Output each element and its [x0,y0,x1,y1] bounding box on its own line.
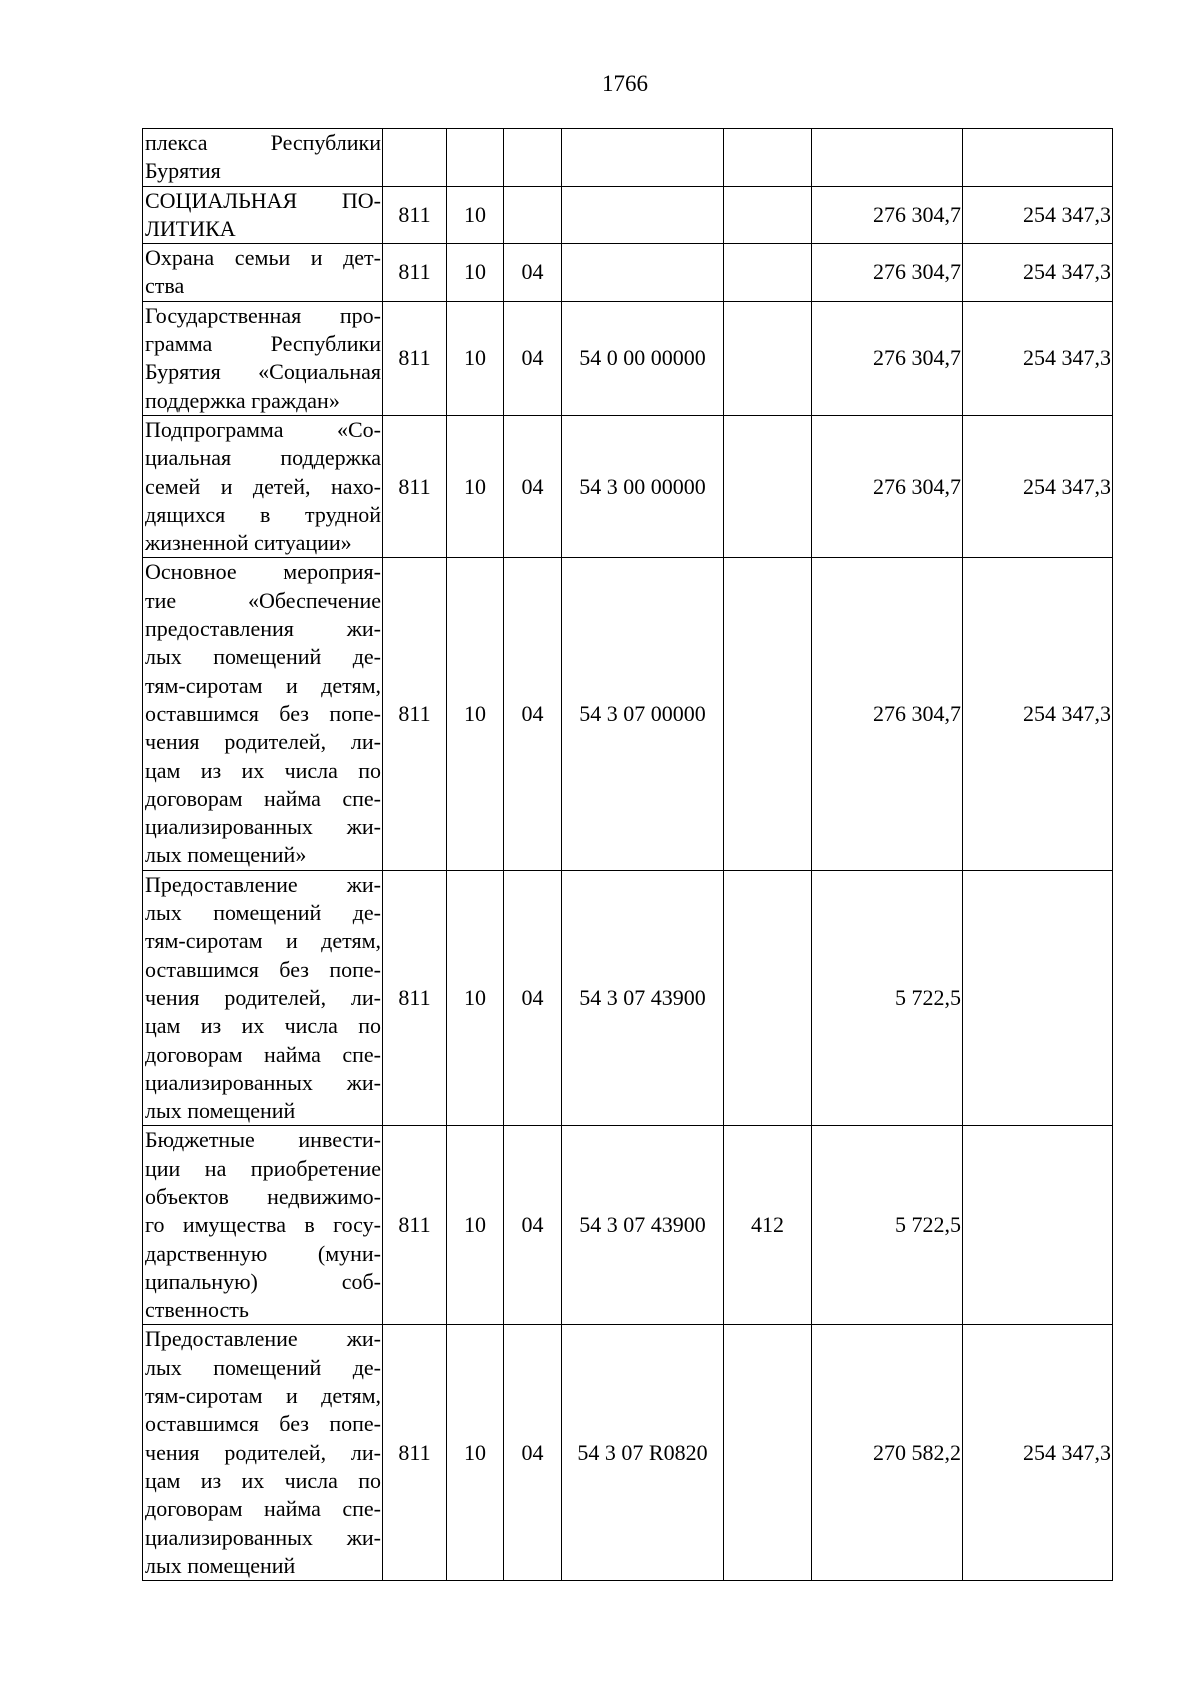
name-line: ЛИТИКА [145,215,236,241]
name-line: лых помещений [145,1098,296,1124]
cell-vr: 412 [724,1126,812,1325]
name-line: дящихся в трудной [145,501,381,527]
page-number: 1766 [602,71,648,96]
cell-section: 10 [447,1325,504,1581]
name-line: Предоставление жи- [145,871,381,897]
cell-subsection: 04 [504,558,562,870]
name-line: цам из их числа по [145,1013,381,1039]
name-line: Основное мероприя- [145,559,381,585]
name-line: договорам найма спе- [145,785,381,811]
name-line: тям-сиротам и детям, [145,672,381,698]
name-line: циализированных жи- [145,814,381,840]
cell-target [562,186,724,244]
name-line: оставшимся без попе- [145,956,381,982]
name-line: дарственную (муни- [145,1240,381,1266]
cell-target: 54 3 07 00000 [562,558,724,870]
cell-adm: 811 [383,1325,447,1581]
name-line: семей и детей, нахо- [145,473,381,499]
cell-subsection: 04 [504,1126,562,1325]
cell-section: 10 [447,870,504,1126]
cell-name [143,244,383,302]
cell-adm: 811 [383,415,447,557]
name-line: го имущества в госу- [145,1212,381,1238]
cell-sum-1: 270 582,2 [812,1325,963,1581]
table-row [143,870,1113,1126]
table-row [143,301,1113,415]
name-line: ципальную) соб- [145,1268,381,1294]
name-line: циализированных жи- [145,1069,381,1095]
name-line: ственность [145,1297,249,1323]
cell-sum-2: 254 347,3 [963,415,1113,557]
cell-adm: 811 [383,870,447,1126]
cell-sum-1: 276 304,7 [812,244,963,302]
name-line: лых помещений де- [145,1354,381,1380]
table-row [143,186,1113,244]
cell-subsection [504,186,562,244]
table-body [143,129,1113,1581]
name-line: Бюджетные инвести- [145,1127,381,1153]
cell-vr [724,301,812,415]
name-line: чения родителей, ли- [145,1439,381,1465]
name-line: Охрана семьи и дет- [145,245,381,271]
cell-section: 10 [447,558,504,870]
cell-vr [724,870,812,1126]
name-line: ции на приобретение [145,1155,381,1181]
cell-target: 54 0 00 00000 [562,301,724,415]
table-row [143,415,1113,557]
name-line: СОЦИАЛЬНАЯ ПО- [145,187,381,213]
cell-adm: 811 [383,558,447,870]
cell-name [143,1126,383,1325]
cell-sum-1: 5 722,5 [812,870,963,1126]
cell-target [562,129,724,187]
cell-name [143,415,383,557]
cell-section: 10 [447,186,504,244]
cell-section [447,129,504,187]
name-line: чения родителей, ли- [145,984,381,1010]
name-line: лых помещений» [145,842,307,868]
name-line: чения родителей, ли- [145,729,381,755]
table-row [143,1126,1113,1325]
cell-subsection: 04 [504,415,562,557]
cell-adm: 811 [383,301,447,415]
cell-subsection: 04 [504,1325,562,1581]
cell-section: 10 [447,1126,504,1325]
name-line: цам из их числа по [145,757,381,783]
name-line: Государственная про- [145,302,381,328]
cell-subsection: 04 [504,870,562,1126]
name-line: договорам найма спе- [145,1041,381,1067]
cell-sum-2: 254 347,3 [963,301,1113,415]
name-line: циальная поддержка [145,445,381,471]
cell-target: 54 3 07 R0820 [562,1325,724,1581]
cell-sum-1: 5 722,5 [812,1126,963,1325]
cell-name [143,301,383,415]
cell-sum-1: 276 304,7 [812,301,963,415]
name-line: жизненной ситуации» [145,530,352,556]
cell-vr [724,244,812,302]
cell-sum-2: 254 347,3 [963,558,1113,870]
cell-sum-1: 276 304,7 [812,558,963,870]
cell-sum-2: 254 347,3 [963,244,1113,302]
name-line: Предоставление жи- [145,1326,381,1352]
cell-vr [724,558,812,870]
cell-subsection [504,129,562,187]
cell-subsection: 04 [504,301,562,415]
cell-section: 10 [447,301,504,415]
cell-target: 54 3 00 00000 [562,415,724,557]
name-line: лых помещений де- [145,644,381,670]
cell-sum-2 [963,870,1113,1126]
name-line: оставшимся без попе- [145,700,381,726]
name-line: плекса Республики [145,130,381,155]
cell-adm: 811 [383,186,447,244]
name-line: тям-сиротам и детям, [145,928,381,954]
budget-table [142,128,1113,1581]
cell-name [143,870,383,1126]
name-line: ства [145,273,185,299]
name-line: договорам найма спе- [145,1496,381,1522]
table-row [143,244,1113,302]
name-line: Бурятия «Социальная [145,359,381,385]
cell-sum-1 [812,129,963,187]
name-line: Бурятия [145,158,221,184]
table-row [143,558,1113,870]
cell-adm: 811 [383,244,447,302]
cell-vr [724,415,812,557]
name-line: предоставления жи- [145,616,381,642]
name-line: оставшимся без попе- [145,1411,381,1437]
name-line: лых помещений [145,1552,296,1578]
name-line: тие «Обеспечение [145,587,381,613]
cell-subsection: 04 [504,244,562,302]
name-line: поддержка граждан» [145,387,340,413]
name-line: объектов недвижимо- [145,1183,381,1209]
cell-target: 54 3 07 43900 [562,870,724,1126]
cell-target [562,244,724,302]
cell-section: 10 [447,244,504,302]
cell-sum-1: 276 304,7 [812,186,963,244]
cell-adm: 811 [383,1126,447,1325]
cell-sum-2 [963,1126,1113,1325]
cell-sum-2: 254 347,3 [963,1325,1113,1581]
cell-vr [724,129,812,187]
cell-vr [724,1325,812,1581]
cell-sum-1: 276 304,7 [812,415,963,557]
cell-section: 10 [447,415,504,557]
table-row [143,1325,1113,1581]
cell-name [143,129,383,187]
name-line: цам из их числа по [145,1467,381,1493]
cell-vr [724,186,812,244]
cell-sum-2 [963,129,1113,187]
table-row [143,129,1113,187]
name-line: тям-сиротам и детям, [145,1383,381,1409]
cell-adm [383,129,447,187]
cell-sum-2: 254 347,3 [963,186,1113,244]
name-line: Подпрограмма «Со- [145,416,381,442]
name-line: грамма Республики [145,331,381,357]
cell-name [143,186,383,244]
name-line: лых помещений де- [145,900,381,926]
cell-name [143,1325,383,1581]
name-line: циализированных жи- [145,1524,381,1550]
cell-name [143,558,383,870]
cell-target: 54 3 07 43900 [562,1126,724,1325]
